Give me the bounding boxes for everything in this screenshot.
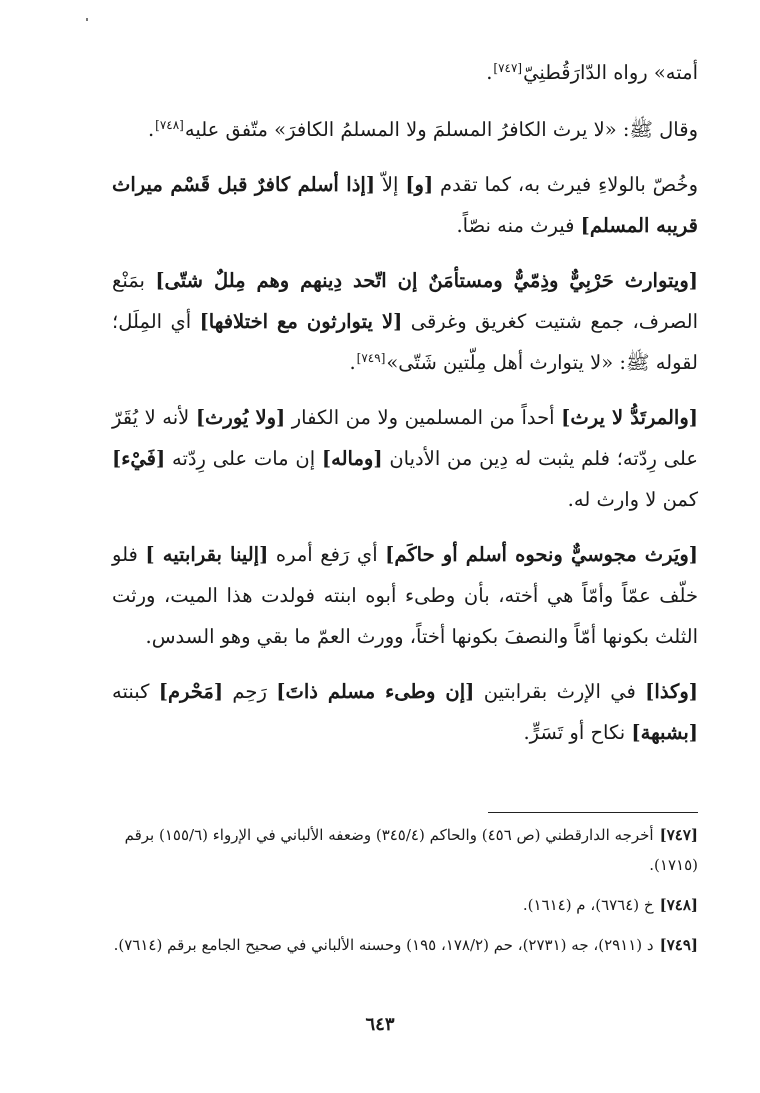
paragraph-7: [وكذا] في الإرث بقرابتين [إن وطىء مسلم ذاتَ] رَحِم [مَحْرم] كبنته [بشبهة] نكاح أو تَسَرٍّ. — [112, 680, 698, 744]
matn-text: [وكذا] — [645, 680, 698, 703]
footnote-text: خ (٦٧٦٤)، م (١٦١٤). — [522, 896, 654, 914]
matn-text: [إن وطىء مسلم ذاتَ] — [276, 680, 475, 703]
footnote-text: د (٢٩١١)، جه (٢٧٣١)، حم (١٧٨/٢، ١٩٥) وحسنه الألباني في صحيح الجامع برقم (٧٦١٤). — [113, 936, 654, 954]
main-text — [112, 52, 698, 767]
footnote-number: [٧٤٨] — [659, 896, 698, 914]
matn-text: [لا يتوارثون مع اختلافها] — [199, 310, 403, 333]
matn-text: [ويَرث مجوسيٌّ ونحوه أسلم أو حاكَم] — [385, 543, 698, 566]
scan-speck — [86, 18, 88, 21]
matn-text: [مَحْرم] — [158, 680, 224, 703]
footnote-text: أخرجه الدارقطني (ص ٤٥٦) والحاكم (٣٤٥/٤) وضعفه الألباني في الإرواء (١٥٥/٦) برقم (١٧١٥). — [124, 826, 698, 874]
footnotes — [112, 820, 698, 970]
footnote-747 — [112, 820, 698, 880]
matn-text: [ولا يُورث] — [195, 406, 286, 429]
matn-text: [و] — [405, 173, 434, 196]
paragraph-6: [ويَرث مجوسيٌّ ونحوه أسلم أو حاكَم] أي رَفع أمره [إلينا بقرابتيه ] فلو خلّف عمّاً وأمّاً هي أخته، بأن وطىء أبوه ابنته فولدت هذا الميت، ورثت الثلث بكونها أمّاً والنصفَ بكونها أختاً، وورث العمّ ما بقي وهو السدس. — [112, 543, 698, 648]
paragraph-3: وخُصّ بالولاءِ فيرث به، كما تقدم [و] إلاّ [إذا أسلم كافرٌ قبل قَسْم ميراث قريبه المسلم] فيرث منه نصّاً. — [112, 173, 698, 237]
footnote-separator — [488, 812, 698, 813]
footnote-ref-747[interactable]: [٧٤٧] — [493, 60, 523, 75]
footnote-ref-748[interactable]: [٧٤٨] — [155, 117, 184, 132]
footnote-number: [٧٤٩] — [659, 936, 698, 954]
matn-text: [فَيْء] — [112, 447, 166, 470]
matn-text: [بشبهة] — [631, 721, 698, 744]
page-number: ٦٤٣ — [365, 1014, 395, 1035]
footnote-number: [٧٤٧] — [659, 826, 698, 844]
matn-text: [والمرتَدُّ لا يرث] — [561, 406, 698, 429]
footnote-749 — [112, 930, 698, 960]
footnote-748 — [112, 890, 698, 920]
paragraph-4: [ويتوارث حَرْبِيٌّ وذِمّيٌّ ومستأمَنٌ إن اتّحد دِينهم وهم مِللٌ شتّى] بمَنْع الصرف، جمع شتيت كغريق وغرقى [لا يتوارثون مع اختلافها] أي المِلَل؛ لقوله ﷺ: «لا يتوارث أهل مِلّتين شَتّى»[٧٤٩]. — [112, 269, 698, 374]
matn-text: [إذا أسلم كافرٌ قبل قَسْم ميراث قريبه المسلم] — [112, 173, 698, 237]
paragraph-2: وقال ﷺ: «لا يرث الكافرُ المسلمَ ولا المسلمُ الكافرَ» متّفق عليه[٧٤٨]. — [147, 117, 698, 141]
footnote-ref-749[interactable]: [٧٤٩] — [356, 350, 386, 365]
paragraph-5: [والمرتَدُّ لا يرث] أحداً من المسلمين ولا من الكفار [ولا يُورث] لأنه لا يُقَرّ على رِدّته؛ فلم يثبت له دِين من الأديان [وماله] إن مات على رِدّته [فَيْء] كمن لا وارث له. — [112, 406, 698, 511]
matn-text: [وماله] — [321, 447, 383, 470]
matn-text: [إلينا بقرابتيه ] — [145, 543, 269, 566]
paragraph-1: أمته» رواه الدّارَقُطنِيّ[٧٤٧]. — [486, 60, 698, 84]
matn-text: [ويتوارث حَرْبِيٌّ وذِمّيٌّ ومستأمَنٌ إن اتّحد دِينهم وهم مِللٌ شتّى] — [155, 269, 698, 292]
